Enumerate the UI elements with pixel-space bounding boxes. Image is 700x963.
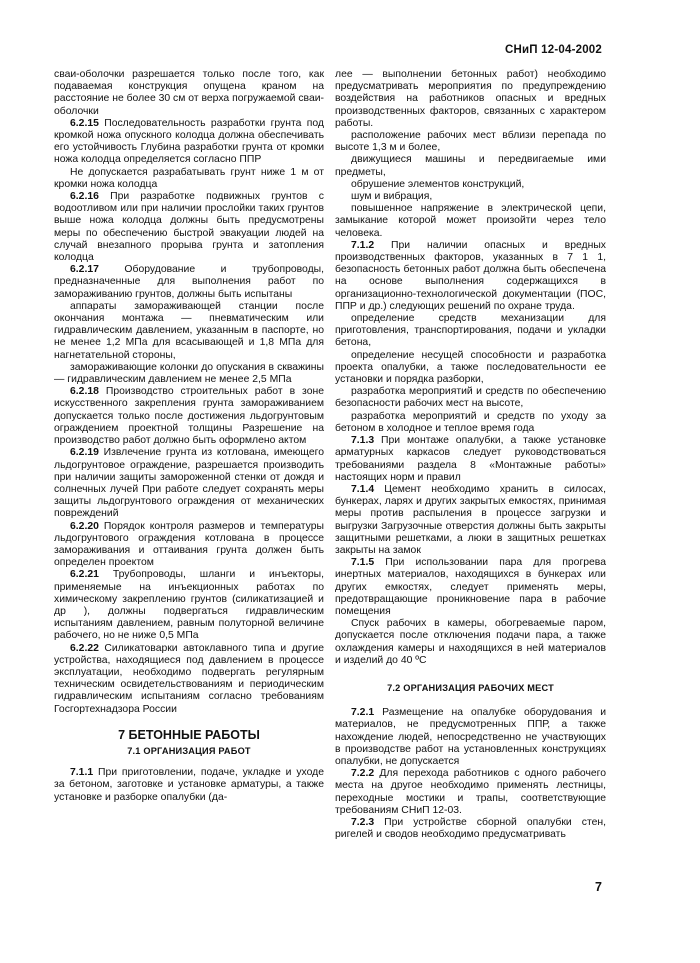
paragraph-number: 7.2.3: [351, 816, 375, 828]
paragraph: [335, 435, 606, 484]
paragraph: [54, 191, 324, 264]
paragraph: [54, 386, 324, 447]
paragraph-number: 6.2.16: [70, 191, 99, 203]
paragraph-text: Оборудование и трубопроводы, предназначенные для выполнения работ по замораживанию грунтов, должны быть испытаны: [54, 264, 324, 300]
paragraph-text: Силикатоварки автоклавного типа и другие устройства, находящиеся под давлением в процессе эксплуатации, необходимо подвергать регулярным техническим освидетельствованиям и периодическим гидравлическим испытаниям согласно требованиям Госгортехнадзора России: [54, 642, 324, 715]
paragraph-number: 7.2.2: [351, 768, 375, 780]
paragraph-text: Спуск рабочих в камеры, обогреваемые паром, допускается после отключения подачи пара, а также охлаждения камеры и находящихся в ней материалов и изделий до 40 ºС: [335, 618, 606, 666]
paragraph: [335, 386, 606, 410]
paragraph-text: Порядок контроля размеров и температуры льдогрунтового ограждения котлована в процессе замораживания и оттаивания грунта должен быть определен проектом: [54, 520, 324, 569]
paragraph-text: шум и вибрация,: [351, 191, 433, 203]
paragraph-text: лее — выполнении бетонных работ) необходимо предусматривать мероприятия по предупреждению воздействия на работников опасных и вредных производственных факторов, связанных с характером работы.: [335, 69, 606, 129]
paragraph-text: Для перехода работников с одного рабочего места на другое необходимо применять лестницы, переходные мостики и трапы, соответствующие требованиям СНиП 12-03.: [335, 768, 606, 816]
paragraph-text: При разработке подвижных грунтов с водоотливом или при наличии прослойки таких грунтов выше ножа колодца должны быть предусмотрены меры по обеспечению быстрой эвакуации людей на случай внезапного прорыва грунта и затопления колодца: [54, 191, 324, 264]
paragraph-number: 6.2.19: [70, 447, 99, 459]
paragraph-text: Размещение на опалубке оборудования и материалов, не предусмотренных ППР, а также нахождение людей, непосредственно не участвующих в производстве работ на установленных конструкциях опалубки, не допускается: [335, 707, 606, 767]
paragraph: [54, 118, 324, 167]
section-7-1-subtitle: 7.1 ОРГАНИЗАЦИЯ РАБОТ: [127, 745, 251, 756]
paragraph-number: 7.1.5: [351, 557, 375, 569]
paragraph-text: замораживающие колонки до опускания в скважины — гидравлическим давлением не менее 2,5 МПа: [54, 361, 324, 386]
paragraph: [54, 264, 324, 301]
paragraph-text: сваи-оболочки разрешается только после того, как подаваемая конструкция опущена краном на расстояние не более 30 см от верха погружаемой сваи-оболочки: [54, 69, 325, 117]
paragraph-number: 7.1.3: [351, 435, 375, 447]
paragraph-number: 7.1.1: [70, 767, 94, 779]
paragraph-text: аппараты замораживающей станции после окончания монтажа — пневматическим или гидравлическим давлением, указанным в паспорте, но не менее 1,2 МПа для всасывающей и 1,8 МПа для нагнетательной стороны,: [54, 300, 324, 361]
paragraph-7-1-1: [54, 767, 324, 804]
left-paragraphs: [54, 69, 324, 716]
paragraph-text: Последовательность разработки грунта под кромкой ножа опускного колодца должна обеспечивать его устойчивость Глубина разработки грунта от кромки ножа колодца определяется согласно ППР: [54, 117, 324, 166]
paragraph: [335, 154, 606, 178]
paragraph-text: разработка мероприятий и средств по обеспечению безопасности рабочих мест на высоте,: [335, 386, 606, 410]
paragraph-text: повышенное напряжение в электрической цепи, замыкание которой может произойти через тело человека.: [335, 203, 606, 239]
paragraph: [335, 817, 606, 841]
paragraph: [335, 350, 606, 387]
right-column: [335, 69, 606, 841]
paragraph: [335, 240, 606, 313]
paragraph: [335, 191, 606, 203]
paragraph-number: 7.1.2: [351, 239, 375, 251]
paragraph-text: расположение рабочих мест вблизи перепада по высоте 1,3 м и более,: [335, 130, 606, 154]
paragraph: [335, 768, 606, 817]
left-column: [54, 69, 324, 804]
paragraph-text: Цемент необходимо хранить в силосах, бункерах, ларях и других закрытых емкостях, принимая меры против распыления в процессе загрузки и выгрузки Загрузочные отверстия должны быть закрыты защитными решетками, а люки в защитных решетках закрыты на замок: [335, 483, 606, 556]
paragraph: [335, 179, 606, 191]
paragraph: [54, 569, 324, 642]
paragraph-number: 7.2.1: [351, 707, 375, 719]
paragraph-number: 6.2.17: [70, 264, 99, 276]
paragraph-text: разработка мероприятий и средств по уходу за бетоном в холодное и теплое время года: [335, 410, 606, 434]
paragraph-number: 6.2.20: [70, 520, 99, 532]
paragraph: [54, 167, 324, 191]
paragraph-text: Не допускается разрабатывать грунт ниже 1 м от кромки ножа колодца: [54, 166, 324, 190]
paragraph-number: 6.2.18: [70, 386, 99, 398]
paragraph-number: 6.2.21: [70, 569, 99, 581]
page-number: 7: [595, 880, 602, 894]
paragraph: [335, 69, 606, 130]
paragraph-text: определение средств механизации для приготовления, транспортирования, подачи и укладки бетона,: [335, 313, 606, 349]
paragraph: [335, 203, 606, 240]
paragraph-number: 7.1.4: [351, 483, 375, 495]
paragraph-number: 6.2.22: [70, 642, 99, 654]
paragraph-text: определение несущей способности и разработка проекта опалубки, а также последовательности ее установки и порядка разборки,: [335, 349, 606, 386]
paragraph-text: Трубопроводы, шланги и инъекторы, применяемые на инъекционных работах по химическому закреплению грунтов (силикатизацией и др ), должны подвергаться гидравлическим испытаниям давлением, равным полуторной величине рабочего, но не ниже 0,5 МПа: [54, 569, 324, 642]
paragraph-text: движущиеся машины и передвигаемые ими предметы,: [335, 154, 606, 178]
paragraph: [335, 411, 606, 435]
paragraph: [335, 484, 606, 557]
right-paragraphs-b: [335, 707, 606, 841]
paragraph: [335, 618, 606, 667]
paragraph-text: При использовании пара для прогрева инертных материалов, находящихся в бункерах или других емкостях, следует применять меры, предотвращающие проникновение пара в рабочие помещения: [335, 557, 606, 617]
paragraph-text: При устройстве сборной опалубки стен, ригелей и сводов необходимо предусматривать: [335, 816, 606, 841]
paragraph: [335, 313, 606, 350]
paragraph: [54, 362, 324, 386]
paragraph: [54, 301, 324, 362]
paragraph-text: обрушение элементов конструкций,: [351, 178, 525, 190]
paragraph: [335, 707, 606, 768]
section-7-title: 7 БЕТОННЫЕ РАБОТЫ: [118, 727, 260, 742]
paragraph: [54, 69, 324, 118]
document-code-header: СНиП 12-04-2002: [505, 44, 602, 56]
paragraph: [335, 130, 606, 154]
paragraph: [54, 447, 324, 520]
paragraph: [54, 643, 324, 716]
paragraph-text: При приготовлении, подаче, укладке и уходе за бетоном, заготовке и установке арматуры, а также установке и разборке опалубки (да-: [54, 767, 324, 803]
paragraph-number: 6.2.15: [70, 117, 99, 129]
paragraph: [335, 557, 606, 618]
paragraph-text: При наличии опасных и вредных производственных факторов, указанных в 7 1 1, безопасность бетонных работ должна быть обеспечена на основе выполнения содержащихся в организационно-технологической документации (ПОС, ППР и др.) следующих решений по охране труда.: [335, 239, 606, 312]
paragraph-text: Производство строительных работ в зоне искусственного закрепления грунта замораживанием допускается только после достижения льдогрунтовым ограждением проектной толщины Разрешение на производство работ должно быть оформлено актом: [54, 386, 324, 447]
paragraph-text: Извлечение грунта из котлована, имеющего льдогрунтовое ограждение, разрешается производить при наличии защиты замороженной стенки от дождя и солнечных лучей При работе следует сохранять меры защиты льдогрунтового ограждения от механических повреждений: [54, 447, 324, 520]
section-7-2-subtitle: 7.2 ОРГАНИЗАЦИЯ РАБОЧИХ МЕСТ: [387, 682, 554, 693]
paragraph: [54, 521, 324, 570]
paragraph-text: При монтаже опалубки, а также установке арматурных каркасов следует руководствоваться требованиями раздела 8 «Монтажные работы» настоящих норм и правил: [335, 435, 606, 483]
right-paragraphs-a: [335, 69, 606, 667]
